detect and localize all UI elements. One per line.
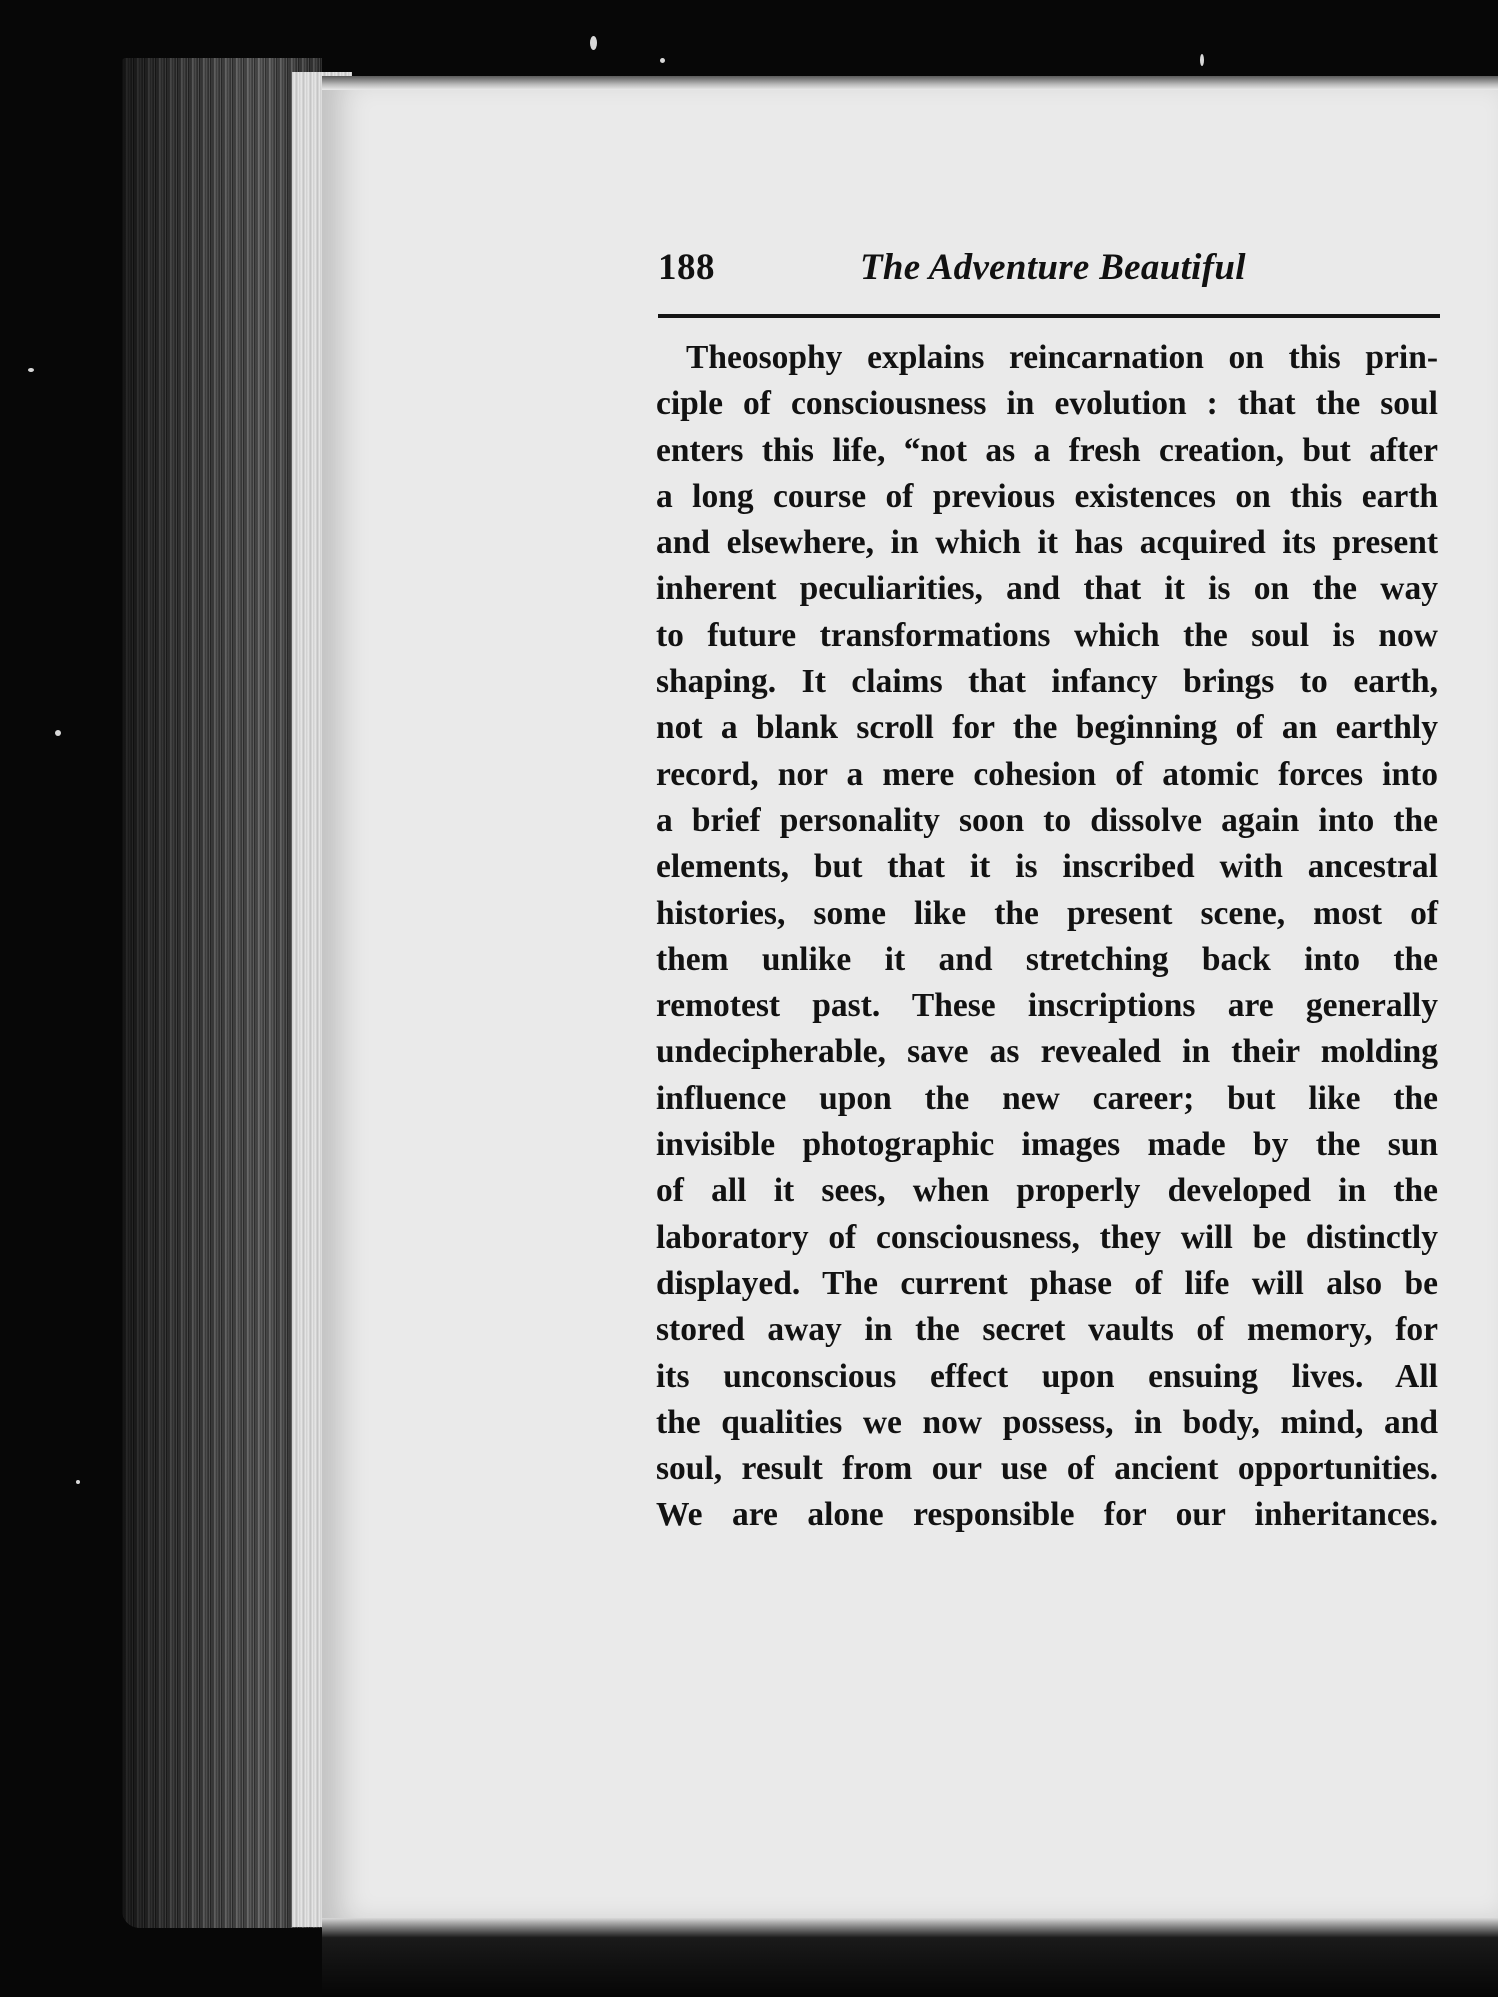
text-line: a long course of previous existences on this earth bbox=[656, 477, 1438, 515]
text-line: its unconscious effect upon ensuing lives. All bbox=[656, 1357, 1438, 1395]
text-line: stored away in the secret vaults of memory, for bbox=[656, 1311, 1438, 1349]
page-top-edge bbox=[322, 76, 1498, 90]
text-line: soul, result from our use of ancient opportunities. bbox=[656, 1450, 1438, 1488]
text-line: record, nor a mere cohesion of atomic forces into bbox=[656, 755, 1438, 793]
text-line: laboratory of consciousness, they will be distinctly bbox=[656, 1218, 1438, 1256]
header-rule bbox=[658, 314, 1440, 318]
scan-speck bbox=[76, 1480, 80, 1484]
text-line: histories, some like the present scene, most of bbox=[656, 894, 1438, 932]
text-line: them unlike it and stretching back into the bbox=[656, 940, 1438, 978]
text-line: not a blank scroll for the beginning of an earthly bbox=[656, 709, 1438, 747]
page-bottom-edge bbox=[322, 1918, 1498, 1997]
text-line: and elsewhere, in which it has acquired its present bbox=[656, 524, 1438, 562]
text-line: We are alone responsible for our inheritances. bbox=[656, 1496, 1438, 1534]
scan-speck bbox=[660, 58, 665, 63]
text-line: undecipherable, save as revealed in their molding bbox=[656, 1033, 1438, 1071]
text-line: of all it sees, when properly developed in the bbox=[656, 1172, 1438, 1210]
scan-speck bbox=[28, 368, 34, 372]
page-number: 188 bbox=[658, 247, 715, 288]
text-line: invisible photographic images made by the sun bbox=[656, 1126, 1438, 1164]
scan-speck bbox=[1200, 54, 1204, 66]
text-line: Theosophy explains reincarnation on this prin- bbox=[686, 339, 1438, 376]
text-line: the qualities we now possess, in body, mind, and bbox=[656, 1403, 1438, 1441]
scan-speck bbox=[590, 36, 597, 50]
text-line: to future transformations which the soul is now bbox=[656, 616, 1438, 654]
text-line: enters this life, “not as a fresh creation, but after bbox=[656, 431, 1438, 469]
text-line: ciple of consciousness in evolution : that the soul bbox=[656, 385, 1438, 423]
text-line: remotest past. These inscriptions are generally bbox=[656, 987, 1438, 1025]
text-line: a brief personality soon to dissolve again into the bbox=[656, 801, 1438, 839]
text-line: shaping. It claims that infancy brings to earth, bbox=[656, 663, 1438, 701]
text-line: elements, but that it is inscribed with ancestral bbox=[656, 848, 1438, 886]
body-paragraph bbox=[656, 335, 1438, 1539]
text-line: inherent peculiarities, and that it is on the way bbox=[656, 570, 1438, 608]
scan-speck bbox=[55, 730, 61, 736]
text-line: displayed. The current phase of life will also be bbox=[656, 1264, 1438, 1302]
text-line: influence upon the new career; but like the bbox=[656, 1079, 1438, 1117]
running-title: The Adventure Beautiful bbox=[860, 247, 1246, 288]
running-head bbox=[658, 246, 1438, 300]
